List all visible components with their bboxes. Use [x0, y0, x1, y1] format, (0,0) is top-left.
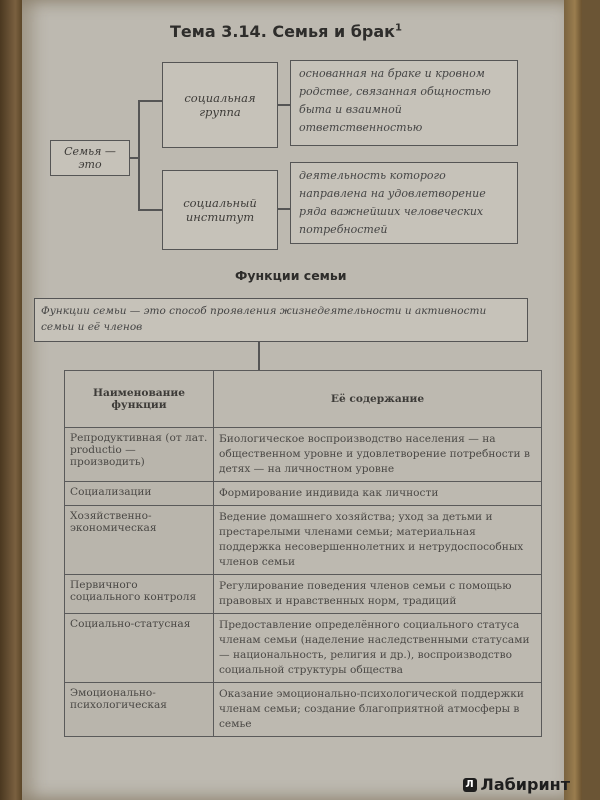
function-name: Эмоционально-психологическая [65, 683, 214, 737]
table-row [65, 614, 542, 683]
function-content: Предоставление определённого социального статуса членам семьи (наделение наследственными статусами — национальность, религия и др.), воспроизводство социальной структуры общества [214, 614, 542, 683]
table-row [65, 482, 542, 506]
node-social-group [162, 62, 278, 148]
table-row [65, 575, 542, 614]
header-content: Её содержание [214, 371, 542, 428]
page-edge [564, 0, 582, 800]
desc-social-group-text: основанная на браке и кровном родстве, связанная общностью быта и взаимной ответственностью [299, 67, 491, 134]
header-name: Наименование функции [65, 371, 214, 428]
node-social-institute [162, 170, 278, 250]
watermark-text: Лабиринт [480, 775, 570, 794]
book-page [22, 0, 582, 800]
definition-text: Функции семьи — это способ проявления жизнедеятельности и активности семьи и её членов [41, 305, 487, 333]
desc-social-institute-text: деятельность которого направлена на удовлетворение ряда важнейших человеческих потребностей [299, 169, 486, 236]
page-title-text: Тема 3.14. Семья и брак [170, 22, 396, 41]
function-content: Биологическое воспроизводство населения — на общественном уровне и удовлетворение потребности в детях — на личностном уровне [214, 428, 542, 482]
definition-box [34, 298, 528, 342]
connector-definition-table [258, 342, 260, 370]
page-title [170, 22, 402, 41]
watermark [463, 775, 570, 794]
function-name: Социализации [65, 482, 214, 506]
desc-social-institute [290, 162, 518, 244]
footnote-mark: 1 [395, 22, 402, 34]
function-name: Первичного социального контроля [65, 575, 214, 614]
desc-social-group [290, 60, 518, 146]
labirint-logo-icon: Л [463, 778, 477, 792]
node-social-institute-label: социальный институт [183, 196, 257, 224]
node-social-group-label: социальная группа [184, 91, 256, 119]
table-header-row [65, 371, 542, 428]
table-row [65, 683, 542, 737]
diagram-root-label: Семья — это [64, 145, 116, 171]
function-content: Оказание эмоционально-психологической поддержки членам семьи; создание благоприятной атмосферы в семье [214, 683, 542, 737]
function-name: Социально-статусная [65, 614, 214, 683]
functions-table [64, 370, 542, 737]
table-row [65, 506, 542, 575]
function-content: Формирование индивида как личности [214, 482, 542, 506]
table-row [65, 428, 542, 482]
diagram-root-box [50, 140, 130, 176]
connector-vertical [138, 100, 140, 210]
function-content: Регулирование поведения членов семьи с помощью правовых и нравственных норм, традиций [214, 575, 542, 614]
book-binding [0, 0, 22, 800]
function-content: Ведение домашнего хозяйства; уход за детьми и престарелыми членами семьи; материальная поддержка несовершеннолетних и нетрудоспособных членов семьи [214, 506, 542, 575]
function-name: Хозяйственно-экономическая [65, 506, 214, 575]
section-title: Функции семьи [235, 268, 347, 283]
function-name: Репродуктивная (от лат. productio — производить) [65, 428, 214, 482]
connector-root [130, 157, 138, 159]
